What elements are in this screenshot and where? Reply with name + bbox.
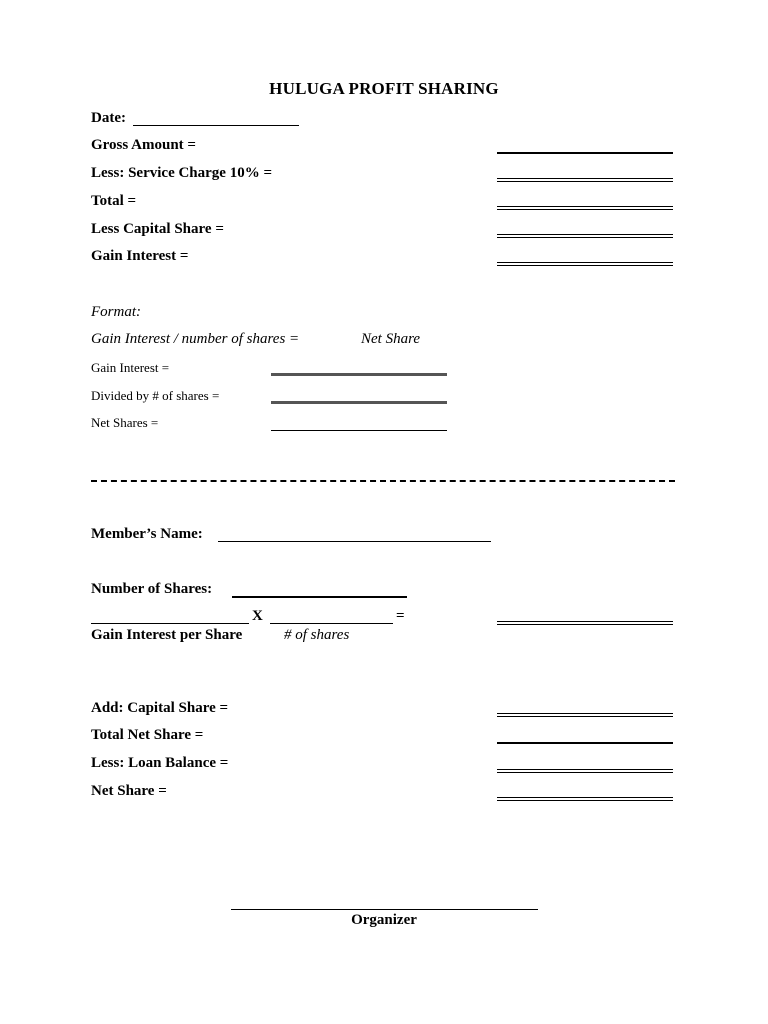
date-label: Date:	[91, 110, 126, 126]
format-formula-left: Gain Interest / number of shares =	[91, 331, 300, 347]
format-gain-interest-line[interactable]	[271, 373, 447, 376]
service-charge-answer-line[interactable]	[497, 178, 673, 182]
net-share-answer-line[interactable]	[497, 797, 673, 801]
section-divider	[91, 480, 675, 482]
multiply-sign: X	[252, 608, 263, 624]
total-label: Total =	[91, 193, 137, 209]
num-shares-caption: # of shares	[284, 627, 350, 643]
loan-balance-answer-line[interactable]	[497, 769, 673, 773]
format-net-shares-line[interactable]	[271, 430, 447, 431]
format-formula-right: Net Share	[361, 331, 421, 347]
total-net-share-answer-line[interactable]	[497, 742, 673, 744]
capital-share-answer-line[interactable]	[497, 234, 673, 238]
format-divided-by-label: Divided by # of shares =	[91, 388, 220, 403]
member-name-label: Member’s Name:	[91, 526, 203, 542]
shares-multiplier-line[interactable]	[270, 623, 393, 624]
format-heading: Format:	[91, 304, 141, 320]
organizer-label: Organizer	[351, 912, 417, 928]
service-charge-label: Less: Service Charge 10% =	[91, 165, 273, 181]
page-title: HULUGA PROFIT SHARING	[269, 79, 499, 98]
equals-sign: =	[396, 608, 405, 624]
gain-interest-label: Gain Interest =	[91, 248, 189, 264]
gross-amount-label: Gross Amount =	[91, 137, 196, 153]
organizer-signature-line[interactable]	[231, 909, 538, 910]
total-answer-line[interactable]	[497, 206, 673, 210]
number-of-shares-label: Number of Shares:	[91, 581, 213, 597]
total-net-share-label: Total Net Share =	[91, 727, 204, 743]
format-divided-by-line[interactable]	[271, 401, 447, 404]
gain-interest-per-share-line[interactable]	[91, 623, 249, 624]
format-net-shares-label: Net Shares =	[91, 415, 159, 430]
number-of-shares-line[interactable]	[232, 596, 407, 598]
member-product-answer-line[interactable]	[497, 621, 673, 625]
add-capital-share-answer-line[interactable]	[497, 713, 673, 717]
capital-share-label: Less Capital Share =	[91, 221, 224, 237]
date-blank-line[interactable]	[133, 125, 299, 126]
add-capital-share-label: Add: Capital Share =	[91, 700, 229, 716]
net-share-label: Net Share =	[91, 783, 167, 799]
gain-interest-answer-line[interactable]	[497, 262, 673, 266]
format-gain-interest-label: Gain Interest =	[91, 360, 170, 375]
loan-balance-label: Less: Loan Balance =	[91, 755, 229, 771]
gain-interest-per-share-caption: Gain Interest per Share	[91, 627, 243, 643]
gross-amount-answer-line[interactable]	[497, 152, 673, 154]
member-name-line[interactable]	[218, 541, 491, 542]
